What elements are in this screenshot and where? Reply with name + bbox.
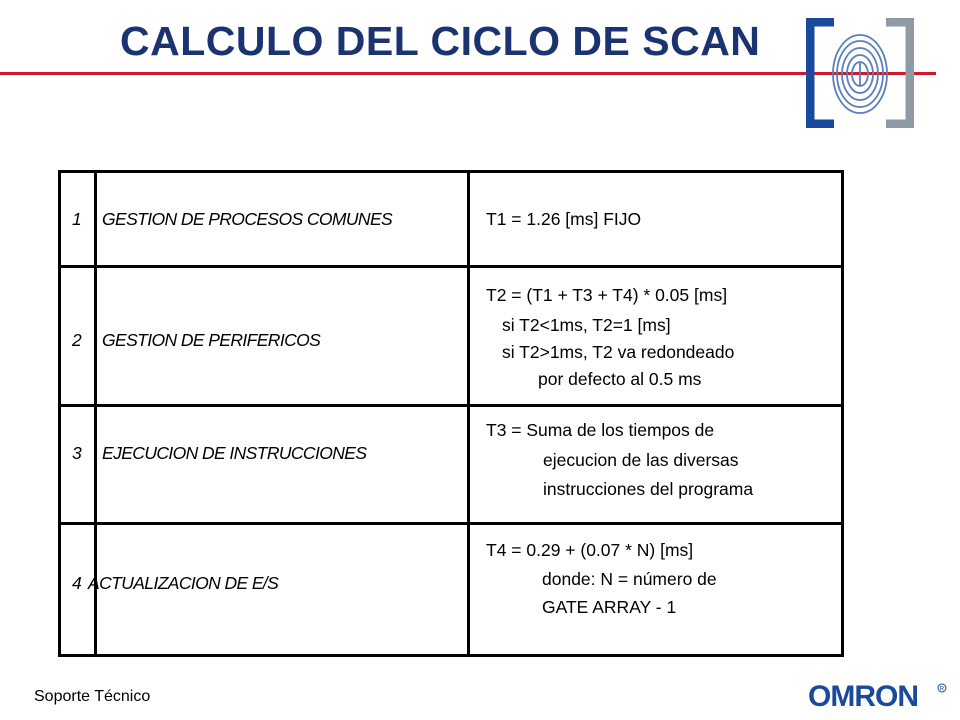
table-row	[58, 170, 844, 268]
row-description-line: donde: N = número de	[542, 569, 717, 589]
row-description-line: ejecucion de las diversas	[543, 450, 739, 470]
row-description-line: si T2<1ms, T2=1 [ms]	[502, 315, 671, 335]
row-label: GESTION DE PERIFERICOS	[102, 330, 321, 350]
title-divider	[0, 72, 936, 75]
table-row	[58, 522, 844, 657]
fingerprint-logo	[806, 18, 914, 128]
svg-text:R: R	[939, 686, 945, 693]
row-description-line: T1 = 1.26 [ms] FIJO	[486, 209, 642, 229]
row-description-line: T3 = Suma de los tiempos de	[486, 420, 715, 440]
row-description-line: T2 = (T1 + T3 + T4) * 0.05 [ms]	[486, 285, 728, 305]
row-description-line: por defecto al 0.5 ms	[538, 369, 702, 389]
brand-text: OMRON	[808, 680, 918, 710]
table-row	[58, 265, 844, 407]
row-number: 2	[72, 330, 82, 350]
row-number: 4	[72, 573, 82, 593]
row-label: GESTION DE PROCESOS COMUNES	[102, 209, 393, 229]
row-description-line: instrucciones del programa	[543, 479, 754, 499]
footer-label: Soporte Técnico	[34, 688, 151, 705]
row-description-line: T4 = 0.29 + (0.07 * N) [ms]	[486, 540, 694, 560]
row-description-line: GATE ARRAY - 1	[542, 597, 677, 617]
row-number: 1	[72, 209, 82, 229]
fingerprint-icon	[833, 35, 887, 113]
page-title: CALCULO DEL CICLO DE SCAN	[120, 18, 761, 64]
row-description-line: si T2>1ms, T2 va redondeado	[502, 342, 735, 362]
omron-logo	[808, 680, 948, 715]
table-row	[58, 404, 844, 525]
row-label: EJECUCION DE INSTRUCCIONES	[102, 443, 367, 463]
row-label: ACTUALIZACION DE E/S	[88, 573, 279, 593]
scan-cycle-table	[58, 170, 848, 654]
row-number: 3	[72, 443, 82, 463]
